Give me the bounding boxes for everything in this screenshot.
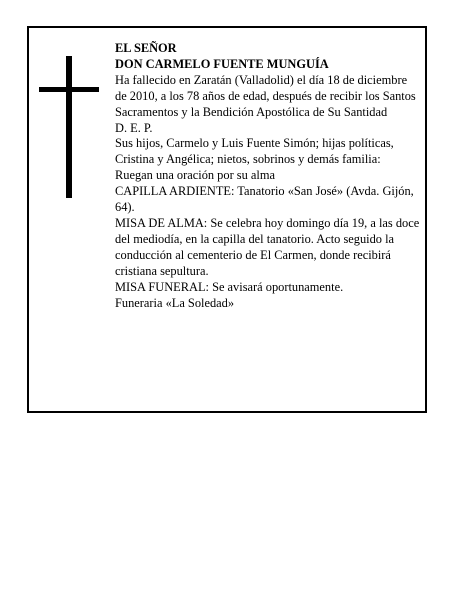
prayer-request: Ruegan una oración por su alma <box>115 168 275 183</box>
notice-text <box>115 41 420 311</box>
family-list: Sus hijos, Carmelo y Luis Fuente Simón; hijas políticas, Cristina y Angélica; nietos, sobrinos y demás familia: <box>115 136 394 167</box>
funeral-home: Funeraria «La Soledad» <box>115 295 235 310</box>
death-announcement: Ha fallecido en Zaratán (Valladolid) el día 18 de diciembre de 2010, a los 78 años de edad, después de recibir los Santos Sacramentos y la Bendición Apostólica de Su Santidad <box>115 72 416 119</box>
obituary-notice <box>27 26 427 413</box>
rip-abbreviation: D. E. P. <box>115 120 153 135</box>
cross-horizontal-bar <box>39 87 99 92</box>
notice-title-line-1: EL SEÑOR <box>115 41 177 55</box>
mass-info: MISA DE ALMA: Se celebra hoy domingo día 19, a las doce del mediodía, en la capilla del tanatorio. Acto seguido la conducción al cementerio de El Carmen, donde recibirá cristiana sepultura. <box>115 215 420 278</box>
chapel-info: CAPILLA ARDIENTE: Tanatorio «San José» (Avda. Gijón, 64). <box>115 184 414 215</box>
cross-vertical-bar <box>66 56 72 198</box>
deceased-name: DON CARMELO FUENTE MUNGUÍA <box>115 56 329 71</box>
cross-icon <box>39 56 99 198</box>
funeral-mass-info: MISA FUNERAL: Se avisará oportunamente. <box>115 279 344 294</box>
